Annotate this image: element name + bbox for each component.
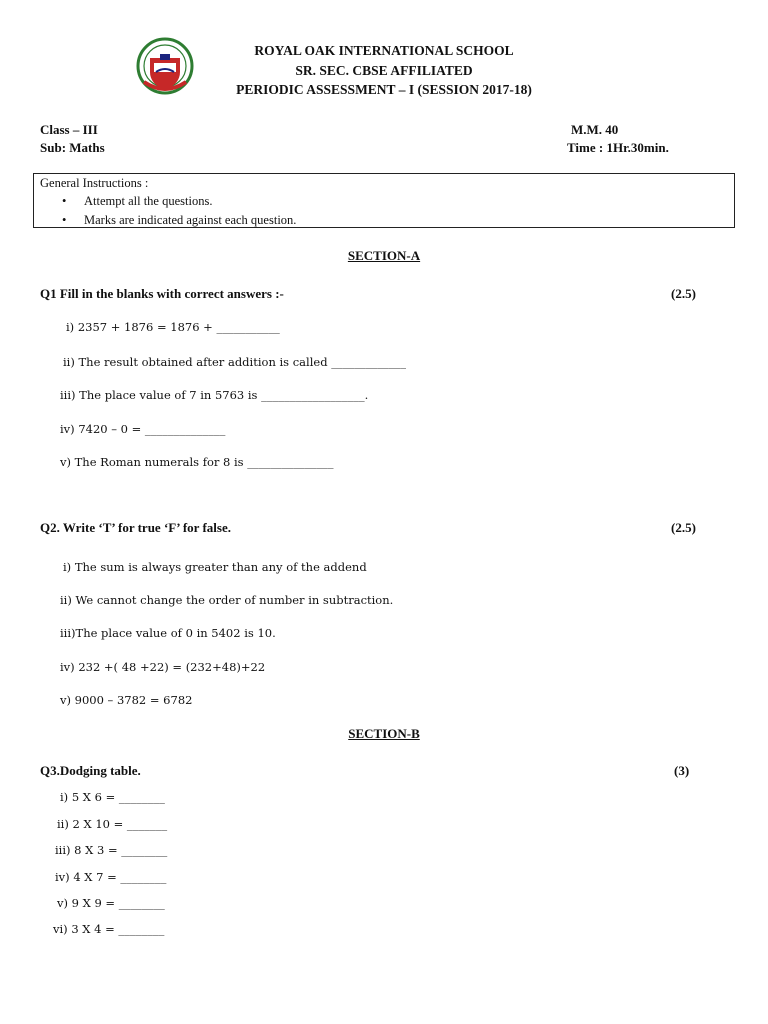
q2-marks: (2.5) — [671, 520, 696, 535]
school-name: ROYAL OAK INTERNATIONAL SCHOOL — [254, 43, 514, 58]
q3-item: iv) 4 X 7 = ________ — [55, 870, 167, 884]
q2-title: Q2. Write ‘T’ for true ‘F’ for false. — [40, 520, 231, 535]
school-affiliation: SR. SEC. CBSE AFFILIATED — [295, 63, 473, 78]
time-label: Time : 1Hr.30min. — [567, 140, 669, 155]
q1-marks: (2.5) — [671, 286, 696, 301]
q3-title: Q3.Dodging table. — [40, 763, 141, 778]
q3-item: ii) 2 X 10 = _______ — [57, 817, 168, 831]
q1-item: i) 2357 + 1876 = 1876 + ___________ — [66, 320, 280, 334]
q2-item: i) The sum is always greater than any of the addend — [63, 560, 367, 574]
section-b-title: SECTION-B — [348, 726, 420, 741]
instruction-item: • Attempt all the questions. — [60, 192, 296, 211]
instructions-list — [60, 192, 296, 230]
q3-item: i) 5 X 6 = ________ — [60, 790, 165, 804]
q1-item: iv) 7420 – 0 = ______________ — [60, 422, 226, 436]
max-marks: M.M. 40 — [571, 122, 619, 137]
bullet-icon: • — [62, 194, 67, 208]
q1-item: iii) The place value of 7 in 5763 is __________________. — [60, 388, 369, 402]
q2-item: ii) We cannot change the order of number in subtraction. — [60, 593, 394, 607]
q2-item: iv) 232 +( 48 +22) = (232+48)+22 — [60, 660, 266, 674]
q3-item: iii) 8 X 3 = ________ — [55, 843, 168, 857]
subject-label: Sub: Maths — [40, 140, 105, 155]
q3-item: v) 9 X 9 = ________ — [57, 896, 165, 910]
class-label: Class – III — [40, 122, 98, 137]
instruction-item: • Marks are indicated against each question. — [60, 211, 296, 230]
instructions-title: General Instructions : — [40, 176, 149, 190]
general-instructions-box — [33, 173, 735, 228]
q3-marks: (3) — [674, 763, 690, 778]
q1-item: v) The Roman numerals for 8 is _______________ — [60, 455, 334, 469]
q2-item: v) 9000 – 3782 = 6782 — [60, 693, 193, 707]
section-a-title: SECTION-A — [347, 248, 421, 263]
q2-item: iii)The place value of 0 in 5402 is 10. — [60, 626, 276, 640]
q1-title: Q1 Fill in the blanks with correct answers :- — [40, 286, 284, 301]
q3-item: vi) 3 X 4 = ________ — [53, 922, 165, 936]
exam-title: PERIODIC ASSESSMENT – I (SESSION 2017-18) — [236, 82, 532, 97]
q1-item: ii) The result obtained after addition is called _____________ — [63, 355, 406, 369]
bullet-icon: • — [62, 213, 67, 227]
